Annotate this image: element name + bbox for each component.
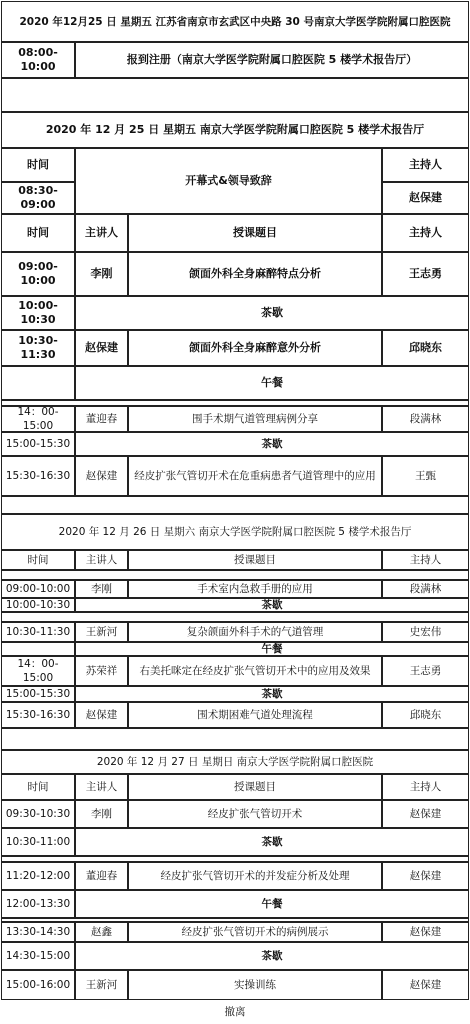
row-topic: 颌面外科全身麻醉特点分析: [128, 252, 382, 296]
row-time: 11:20-12:00: [1, 862, 75, 890]
row-host: 段满林: [382, 406, 469, 432]
row-topic: 经皮扩张气管切开术: [128, 800, 382, 828]
row-time: 10:30-11:30: [1, 330, 75, 366]
dismissal: 撤离: [1, 1002, 469, 1022]
col-speaker: 主讲人: [75, 214, 128, 252]
row-time: 15:30-16:30: [1, 456, 75, 496]
opening-host: 赵保建: [382, 182, 469, 214]
row-topic: 实操训练: [128, 970, 382, 1000]
row-topic: 围术期困难气道处理流程: [128, 702, 382, 728]
row-topic: 手术室内急救手册的应用: [128, 580, 382, 598]
col-speaker: 主讲人: [75, 774, 128, 800]
row-topic: 经皮扩张气管切开术的并发症分析及处理: [128, 862, 382, 890]
spacer-row: [1, 496, 469, 514]
row-topic: 围手术期气道管理病例分享: [128, 406, 382, 432]
row-time: 10:00-10:30: [1, 598, 75, 612]
col-time: 时间: [1, 550, 75, 570]
row-speaker: 赵保建: [75, 330, 128, 366]
col-time: 时间: [1, 214, 75, 252]
row-speaker: 赵保建: [75, 702, 128, 728]
row-topic: 右美托咪定在经皮扩张气管切开术中的应用及效果: [128, 656, 382, 686]
row-time: 15:00-15:30: [1, 686, 75, 702]
spacer-row: [1, 78, 469, 112]
row-host: 赵保建: [382, 862, 469, 890]
day3-header: 2020 年 12 月 27 日 星期日 南京大学医学院附属口腔医院: [1, 750, 469, 774]
row-topic: 复杂颌面外科手术的气道管理: [128, 622, 382, 642]
row-time: 09:30-10:30: [1, 800, 75, 828]
col-topic: 授课题目: [128, 550, 382, 570]
row-speaker: 董迎春: [75, 862, 128, 890]
row-time: 09:00-10:00: [1, 580, 75, 598]
row-speaker: 赵保建: [75, 456, 128, 496]
col-host: 主持人: [382, 550, 469, 570]
row-time: [1, 366, 75, 400]
row-time: 09:00-10:00: [1, 252, 75, 296]
row-host: 段满林: [382, 580, 469, 598]
lunch: 午餐: [75, 890, 469, 918]
row-host: 王志勇: [382, 656, 469, 686]
col-topic: 授课题目: [128, 214, 382, 252]
col-time: 时间: [1, 148, 75, 182]
spacer-row: [1, 728, 469, 750]
tea-break: 茶歇: [75, 828, 469, 856]
registration-time: 08:00-10:00: [1, 42, 75, 78]
spacer-row: [1, 570, 469, 580]
row-time: 14:30-15:00: [1, 942, 75, 970]
row-time: 14：00-15:00: [1, 656, 75, 686]
row-speaker: 赵鑫: [75, 922, 128, 942]
row-topic: 经皮扩张气管切开术的病例展示: [128, 922, 382, 942]
row-host: 王甄: [382, 456, 469, 496]
row-time: 12:00-13:30: [1, 890, 75, 918]
row-speaker: 李刚: [75, 800, 128, 828]
tea-break: 茶歇: [75, 432, 469, 456]
row-speaker: 李刚: [75, 252, 128, 296]
col-host: 主持人: [382, 214, 469, 252]
row-time: 15:30-16:30: [1, 702, 75, 728]
row-host: 王志勇: [382, 252, 469, 296]
row-time: 10:30-11:00: [1, 828, 75, 856]
lunch: 午餐: [75, 642, 469, 656]
col-topic: 授课题目: [128, 774, 382, 800]
col-host: 主持人: [382, 148, 469, 182]
row-speaker: 王新河: [75, 970, 128, 1000]
tea-break: 茶歇: [75, 942, 469, 970]
row-time: 13:30-14:30: [1, 922, 75, 942]
row-speaker: 李刚: [75, 580, 128, 598]
row-time: 15:00-16:00: [1, 970, 75, 1000]
row-host: 邱晓东: [382, 330, 469, 366]
row-time: 14：00-15:00: [1, 406, 75, 432]
row-topic: 经皮扩张气管切开术在危重病患者气道管理中的应用: [128, 456, 382, 496]
row-time: 10:30-11:30: [1, 622, 75, 642]
tea-break: 茶歇: [75, 598, 469, 612]
registration-text: 报到注册（南京大学医学院附属口腔医院 5 楼学术报告厅）: [75, 42, 469, 78]
day1-header: 2020 年 12 月 25 日 星期五 南京大学医学院附属口腔医院 5 楼学术报告厅: [1, 112, 469, 148]
venue-header: 2020 年12月25 日 星期五 江苏省南京市玄武区中央路 30 号南京大学医学院附属口腔医院: [1, 1, 469, 42]
row-time: 10:00-10:30: [1, 296, 75, 330]
spacer-row: [1, 612, 469, 622]
row-topic: 颌面外科全身麻醉意外分析: [128, 330, 382, 366]
row-speaker: 王新河: [75, 622, 128, 642]
tea-break: 茶歇: [75, 686, 469, 702]
row-host: 赵保建: [382, 970, 469, 1000]
row-speaker: 董迎春: [75, 406, 128, 432]
tea-break: 茶歇: [75, 296, 469, 330]
col-time: 时间: [1, 774, 75, 800]
row-host: 赵保建: [382, 922, 469, 942]
row-speaker: 苏荣祥: [75, 656, 128, 686]
row-time: [1, 642, 75, 656]
lunch: 午餐: [75, 366, 469, 400]
row-host: 史宏伟: [382, 622, 469, 642]
row-host: 邱晓东: [382, 702, 469, 728]
row-time: 15:00-15:30: [1, 432, 75, 456]
opening-time: 08:30-09:00: [1, 182, 75, 214]
row-host: 赵保建: [382, 800, 469, 828]
col-speaker: 主讲人: [75, 550, 128, 570]
opening-ceremony: 开幕式&领导致辞: [75, 148, 382, 214]
col-host: 主持人: [382, 774, 469, 800]
day2-header: 2020 年 12 月 26 日 星期六 南京大学医学院附属口腔医院 5 楼学术报告厅: [1, 514, 469, 550]
